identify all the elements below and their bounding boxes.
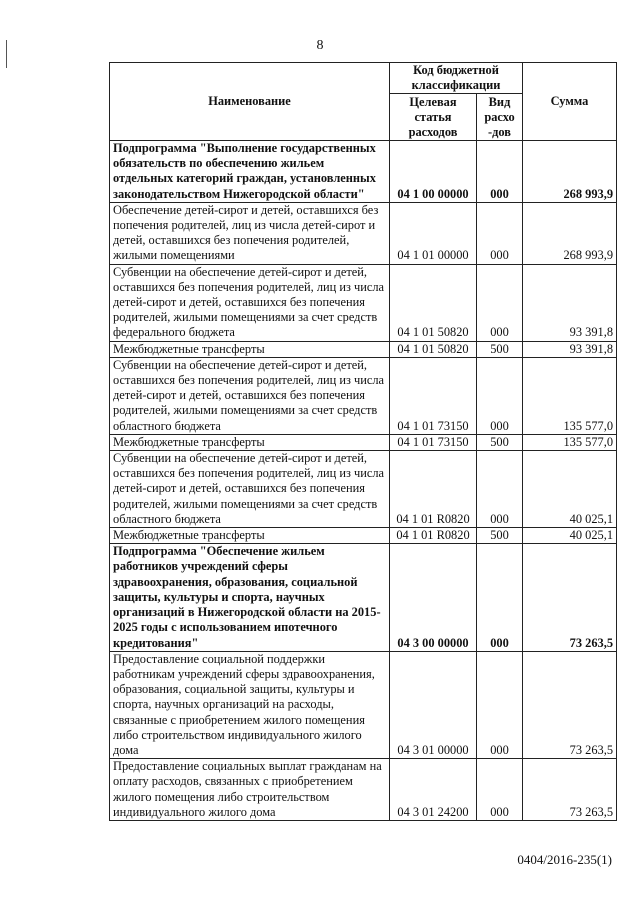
row-name: Подпрограмма "Обеспечение жильем работников учреждений сферы здравоохранения, образования, социальной защиты, культуры и спорта, научных организаций в Нижегородской области на 2015-2025 годы с использованием ипотечного кредитования": [110, 544, 390, 651]
row-amount: 40 025,1: [523, 451, 617, 528]
table-row: [110, 141, 617, 203]
row-name: Межбюджетные трансферты: [110, 434, 390, 450]
row-expense-type: 000: [477, 202, 523, 264]
row-target-article: 04 3 00 00000: [390, 544, 477, 651]
table-row: [110, 357, 617, 434]
row-amount: 93 391,8: [523, 264, 617, 341]
row-expense-type: 500: [477, 434, 523, 450]
table-row: [110, 451, 617, 528]
row-target-article: 04 1 01 R0820: [390, 528, 477, 544]
row-name: Субвенции на обеспечение детей-сирот и детей, оставшихся без попечения родителей, лиц из числа детей-сирот и детей, оставшихся без попечения родителей, жилыми помещениями за счет средств федерального бюджета: [110, 264, 390, 341]
row-target-article: 04 1 01 R0820: [390, 451, 477, 528]
row-expense-type: 000: [477, 451, 523, 528]
row-target-article: 04 1 01 00000: [390, 202, 477, 264]
page-number: 8: [316, 38, 324, 53]
row-amount: 135 577,0: [523, 434, 617, 450]
row-expense-type: 000: [477, 544, 523, 651]
row-target-article: 04 3 01 24200: [390, 759, 477, 821]
row-amount: 73 263,5: [523, 544, 617, 651]
row-name: Межбюджетные трансферты: [110, 528, 390, 544]
row-name: Межбюджетные трансферты: [110, 341, 390, 357]
row-amount: 40 025,1: [523, 528, 617, 544]
table-row: [110, 544, 617, 651]
table-row: [110, 341, 617, 357]
row-amount: 135 577,0: [523, 357, 617, 434]
row-target-article: 04 1 01 73150: [390, 357, 477, 434]
row-name: Субвенции на обеспечение детей-сирот и детей, оставшихся без попечения родителей, лиц из числа детей-сирот и детей, оставшихся без попечения родителей, жилыми помещениями за счет средств областного бюджета: [110, 357, 390, 434]
table-row: [110, 264, 617, 341]
row-target-article: 04 1 00 00000: [390, 141, 477, 203]
table-row: [110, 434, 617, 450]
row-expense-type: 000: [477, 264, 523, 341]
row-target-article: 04 1 01 73150: [390, 434, 477, 450]
row-name: Подпрограмма "Выполнение государственных обязательств по обеспечению жильем отдельных категорий граждан, установленных законодательством Нижегородской области": [110, 141, 390, 203]
header-expense-type: Вид расхо -дов: [477, 94, 523, 141]
header-target-article: Целевая статья расходов: [390, 94, 477, 141]
row-expense-type: 500: [477, 528, 523, 544]
row-expense-type: 500: [477, 341, 523, 357]
row-name: Предоставление социальной поддержки работникам учреждений сферы здравоохранения, образования, социальной защиты, культуры и спорта, научных организаций на расходы, связанные с приобретением жилого помещения либо строительством индивидуального жилого дома: [110, 651, 390, 758]
row-amount: 73 263,5: [523, 759, 617, 821]
row-expense-type: 000: [477, 141, 523, 203]
row-expense-type: 000: [477, 759, 523, 821]
table-row: [110, 651, 617, 758]
header-amount: Сумма: [523, 63, 617, 141]
table-row: [110, 759, 617, 821]
row-amount: 93 391,8: [523, 341, 617, 357]
row-target-article: 04 3 01 00000: [390, 651, 477, 758]
row-name: Предоставление социальных выплат гражданам на оплату расходов, связанных с приобретением жилого помещения либо строительством индивидуального жилого дома: [110, 759, 390, 821]
row-amount: 73 263,5: [523, 651, 617, 758]
table-row: [110, 202, 617, 264]
header-code-group: Код бюджетной классификации: [390, 63, 523, 94]
row-expense-type: 000: [477, 357, 523, 434]
row-name: Обеспечение детей-сирот и детей, оставшихся без попечения родителей, лиц из числа детей-сирот и детей, оставшихся без попечения родителей, жилыми помещениями: [110, 202, 390, 264]
row-name: Субвенции на обеспечение детей-сирот и детей, оставшихся без попечения родителей, лиц из числа детей-сирот и детей, оставшихся без попечения родителей, жилыми помещениями за счет средств областного бюджета: [110, 451, 390, 528]
budget-table: [109, 62, 617, 821]
row-target-article: 04 1 01 50820: [390, 341, 477, 357]
row-amount: 268 993,9: [523, 141, 617, 203]
table-row: [110, 528, 617, 544]
row-amount: 268 993,9: [523, 202, 617, 264]
row-expense-type: 000: [477, 651, 523, 758]
row-target-article: 04 1 01 50820: [390, 264, 477, 341]
header-name: Наименование: [110, 63, 390, 141]
document-code: 0404/2016-235(1): [517, 852, 612, 867]
